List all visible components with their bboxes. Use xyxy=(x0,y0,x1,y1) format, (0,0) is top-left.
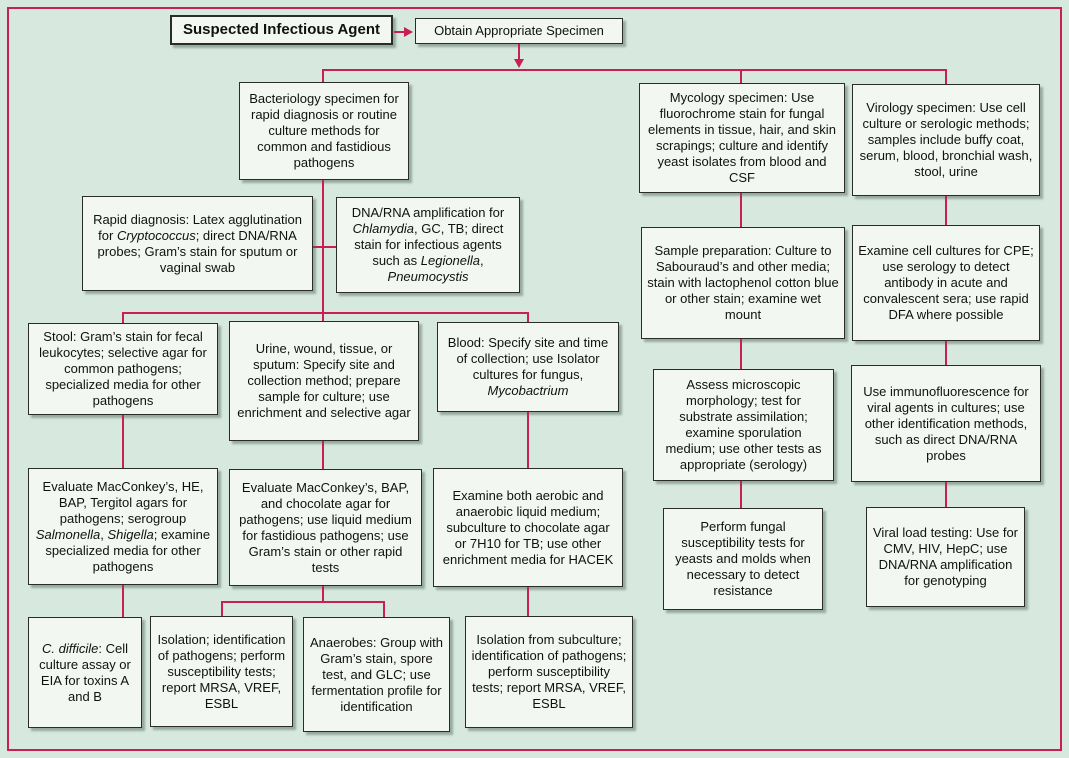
connector xyxy=(221,601,223,616)
connector xyxy=(322,180,324,322)
node-sample-preparation: Sample preparation: Culture to Sabouraud’s and other media; stain with lactophenol cotton blue or other stain; examine wet mount xyxy=(641,227,845,339)
node-isolation-from-subculture: Isolation from subculture; identification of pathogens; perform susceptibility tests; report MRSA, VREF, ESBL xyxy=(465,616,633,728)
node-blood: Blood: Specify site and time of collection; use Isolator cultures for fungus, Mycobactrium xyxy=(437,322,619,412)
connector xyxy=(945,482,947,507)
connector xyxy=(322,69,947,71)
connector xyxy=(122,415,124,468)
node-c-difficile: C. difficile: Cell culture assay or EIA for toxins A and B xyxy=(28,617,142,728)
connector xyxy=(740,69,742,84)
connector xyxy=(122,585,124,617)
node-viral-load-testing: Viral load testing: Use for CMV, HIV, HepC; use DNA/RNA amplification for genotyping xyxy=(866,507,1025,607)
node-mycology-specimen: Mycology specimen: Use fluorochrome stain for fungal elements in tissue, hair, and skin scrapings; culture and identify yeast isolates from blood and CSF xyxy=(639,83,845,193)
node-suspected-infectious-agent: Suspected Infectious Agent xyxy=(170,15,393,45)
connector xyxy=(383,601,385,617)
connector xyxy=(322,441,324,469)
connector xyxy=(221,601,385,603)
node-examine-aerobic-anaerobic: Examine both aerobic and anaerobic liquid medium; subculture to chocolate agar or 7H10 for TB; use other enrichment media for HACEK xyxy=(433,468,623,587)
node-rapid-diagnosis: Rapid diagnosis: Latex agglutination for Cryptococcus; direct DNA/RNA probes; Gram’s stain for sputum or vaginal swab xyxy=(82,196,313,291)
connector xyxy=(945,69,947,85)
node-fungal-susceptibility: Perform fungal susceptibility tests for yeasts and molds when necessary to detect resistance xyxy=(663,508,823,610)
node-urine-wound-tissue: Urine, wound, tissue, or sputum: Specify site and collection method; prepare sample for culture; use enrichment and selective agar xyxy=(229,321,419,441)
node-anaerobes: Anaerobes: Group with Gram’s stain, spore test, and GLC; use fermentation profile for identification xyxy=(303,617,450,732)
connector xyxy=(945,196,947,225)
connector xyxy=(740,339,742,369)
node-immunofluorescence: Use immunofluorescence for viral agents in cultures; use other identification methods, such as direct DNA/RNA probes xyxy=(851,365,1041,482)
connector xyxy=(740,481,742,508)
connector xyxy=(740,193,742,227)
node-virology-specimen: Virology specimen: Use cell culture or serologic methods; samples include buffy coat, serum, blood, bronchial wash, stool, urine xyxy=(852,84,1040,196)
connector xyxy=(322,69,324,83)
node-stool: Stool: Gram’s stain for fecal leukocytes; selective agar for common pathogens; specialized media for other pathogens xyxy=(28,323,218,415)
arrow-down-icon xyxy=(514,59,524,68)
connector xyxy=(527,587,529,616)
node-assess-microscopic-morphology: Assess microscopic morphology; test for substrate assimilation; examine sporulation medium; use other tests as appropriate (serology) xyxy=(653,369,834,481)
node-bacteriology: Bacteriology specimen for rapid diagnosis or routine culture methods for common and fastidious pathogens xyxy=(239,82,409,180)
node-obtain-appropriate-specimen: Obtain Appropriate Specimen xyxy=(415,18,623,44)
node-examine-cell-cultures: Examine cell cultures for CPE; use serology to detect antibody in acute and convalescent sera; use rapid DFA where possible xyxy=(852,225,1040,341)
connector xyxy=(945,341,947,365)
arrow-right-icon xyxy=(404,27,413,37)
connector xyxy=(312,246,338,248)
node-isolation-identification: Isolation; identification of pathogens; perform susceptibility tests; report MRSA, VREF, ESBL xyxy=(150,616,293,727)
node-evaluate-macconkeys-bap-chocolate: Evaluate MacConkey’s, BAP, and chocolate agar for pathogens; use liquid medium for fastidious pathogens; use Gram’s stain or other rapid tests xyxy=(229,469,422,586)
connector xyxy=(527,412,529,468)
node-evaluate-macconkeys-he-bap: Evaluate MacConkey’s, HE, BAP, Tergitol agars for pathogens; serogroup Salmonella, Shigella; examine specialized media for other pathogens xyxy=(28,468,218,585)
connector xyxy=(122,312,529,314)
node-dna-rna-amplification: DNA/RNA amplification for Chlamydia, GC, TB; direct stain for infectious agents such as Legionella, Pneumocystis xyxy=(336,197,520,293)
